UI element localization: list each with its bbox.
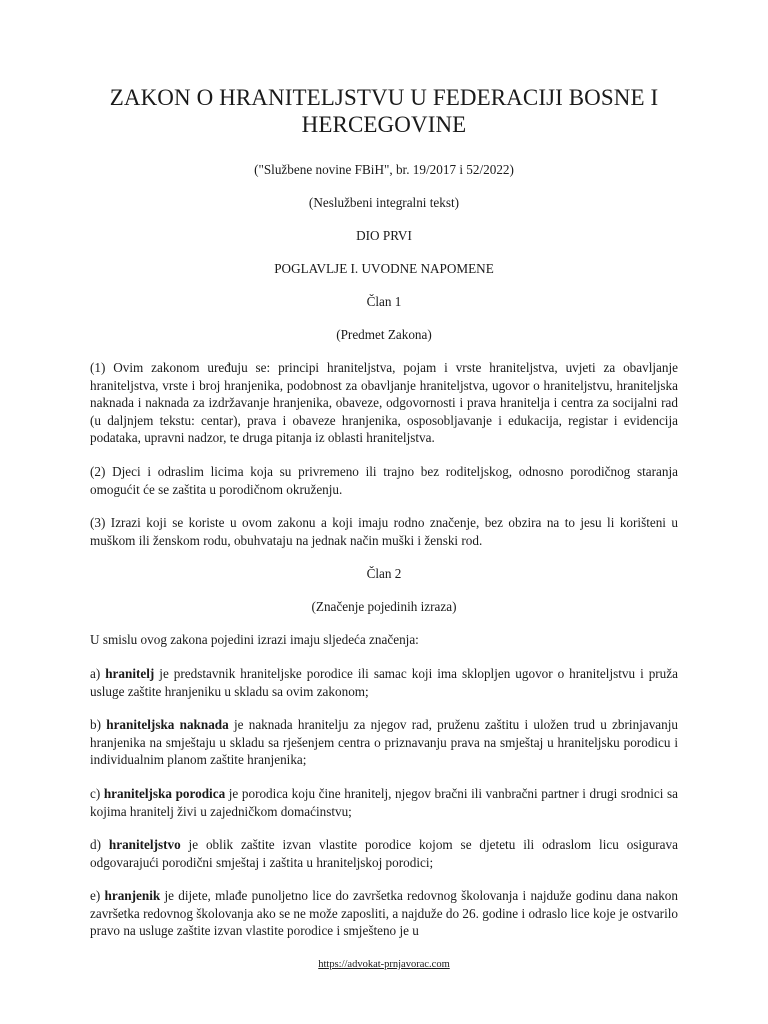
definition-term: hranjenik [104, 888, 161, 904]
definition-prefix: d) [90, 837, 109, 853]
footer-link[interactable]: https://advokat-prnjavorac.com [318, 959, 450, 970]
definition-prefix: c) [90, 785, 104, 801]
article-2-subheading: (Značenje pojedinih izraza) [311, 599, 457, 615]
article-2-heading: Član 2 [366, 566, 402, 582]
definition-term: hraniteljstvo [108, 837, 181, 853]
part-heading: DIO PRVI [356, 228, 412, 243]
definition-text: je predstavnik hraniteljske porodice ili samac koji ima sklopljen ugovor o hraniteljstvu i pruža usluge zaštite hranjeniku u skladu sa ovim zakonom; [90, 665, 678, 699]
definition-prefix: e) [90, 888, 105, 904]
article-1-paragraph-1: (1) Ovim zakonom uređuju se: principi hraniteljstva, pojam i vrste hraniteljstva, uvjeti za obavljanje hraniteljstva, vrste i broj hranjenika, podobnost za obavljanje hraniteljstva, ugovor o hraniteljstvu, hraniteljska naknada i naknada za izdržavanje hranjenika, obaveze, odgovornosti i prava hranitelja i centra za socijalni rad (u daljnjem tekstu: centar), prava i obaveze hranjenika, osposobljavanje i edukacija, registar i evidencija podataka, upravni nadzor, te druga pitanja iz oblasti hraniteljstva. [90, 360, 678, 446]
definition-term: hraniteljska naknada [106, 717, 229, 733]
definition-item [90, 887, 678, 940]
definition-item [90, 785, 678, 820]
gazette-reference: ("Službene novine FBiH", br. 19/2017 i 52/2022) [254, 162, 514, 177]
definition-prefix: b) [90, 717, 107, 733]
document-page [90, 84, 678, 956]
document-title: ZAKON O HRANITELJSTVU U FEDERACIJI BOSNE I HERCEGOVINE [109, 85, 659, 137]
definition-term: hranitelj [105, 665, 155, 681]
article-1-paragraph-3: (3) Izrazi koji se koriste u ovom zakonu a koji imaju rodno značenje, bez obzira na to jesu li korišteni u muškom ili ženskom rodu, obuhvataju na jednak način muški i ženski rod. [90, 515, 678, 548]
article-1-subheading: (Predmet Zakona) [336, 327, 432, 342]
chapter-heading: POGLAVLJE I. UVODNE NAPOMENE [274, 261, 494, 276]
unofficial-note: (Neslužbeni integralni tekst) [308, 195, 460, 210]
definition-item [90, 716, 678, 769]
definition-text: je oblik zaštite izvan vlastite porodice kojom se djetetu ili odraslom licu osigurava odgovarajući porodični smještaj i zaštita u hraniteljskoj porodici; [90, 837, 678, 870]
page-footer [0, 958, 768, 972]
definition-term: hraniteljska porodica [103, 785, 226, 801]
definition-text: je naknada hranitelju za njegov rad, pruženu zaštitu i uložen trud u zbrinjavanju hranjenika na smještaju u skladu sa rješenjem centra o priznavanju prava na smještaj u hraniteljsku porodicu i individualnim planom zaštite hranjenika; [90, 717, 678, 768]
definition-text: je dijete, mlađe punoljetno lice do završetka redovnog školovanja i najduže godinu dana nakon završetka redovnog školovanja ako se ne može zaposliti, a najduže do 26. godine i odraslo lice koje je ostvarilo pravo na usluge zaštite izvan vlastite porodice i smješteno je u [90, 888, 678, 939]
definition-item [90, 665, 678, 700]
definition-item [90, 836, 678, 871]
article-1-heading: Član 1 [366, 294, 402, 309]
definition-text: je porodica koju čine hranitelj, njegov bračni ili vanbračni partner i drugi srodnici sa kojima hranitelj živi u zajedničkom domaćinstvu; [90, 785, 678, 819]
article-1-paragraph-2: (2) Djeci i odraslim licima koja su privremeno ili trajno bez roditeljskog, odnosno porodičnog staranja omogućit će se zaštita u porodičnom okruženju. [90, 463, 678, 497]
definition-prefix: a) [90, 665, 106, 681]
article-2-intro: U smislu ovog zakona pojedini izrazi imaju sljedeća značenja: [90, 632, 419, 648]
